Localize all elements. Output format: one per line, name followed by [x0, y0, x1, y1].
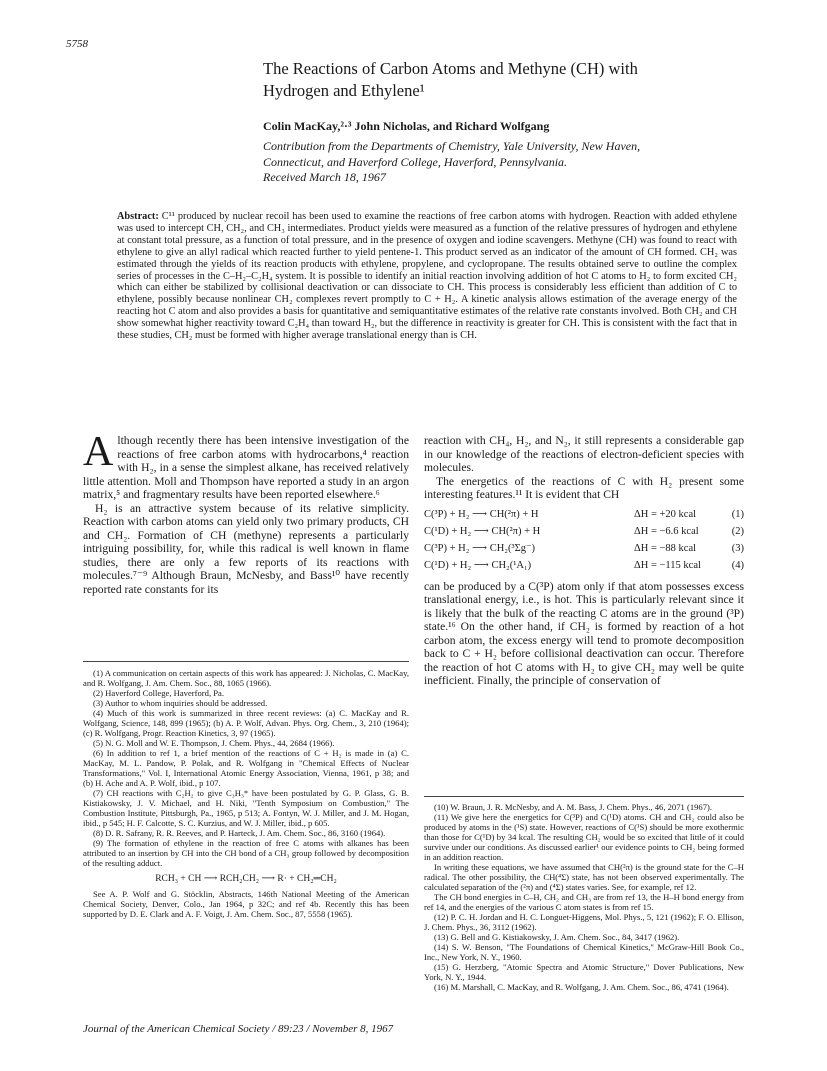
equation — [424, 557, 744, 574]
authors: Colin MacKay,²·³ John Nicholas, and Richard Wolfgang — [263, 119, 550, 133]
footnote: (14) S. W. Benson, "The Foundations of Chemical Kinetics," McGraw-Hill Book Co., Inc., New York, N. Y., 1960. — [424, 942, 744, 962]
equation-block — [424, 506, 744, 574]
affiliation-line: Contribution from the Departments of Chemistry, Yale University, New Haven, — [263, 139, 641, 153]
footnote: (15) G. Herzberg, "Atomic Spectra and Atomic Structure," Dover Publications, New York, N. Y., 1944. — [424, 962, 744, 982]
equation-enthalpy: ΔH = +20 kcal — [634, 508, 697, 520]
footnote: (12) P. C. H. Jordan and H. C. Longuet-Higgens, Mol. Phys., 5, 121 (1962); F. O. Ellison, J. Chem. Phys., 36, 3112 (1962). — [424, 912, 744, 932]
article-title — [263, 58, 733, 102]
footnote: (9) The formation of ethylene in the reaction of free C atoms with alkanes has been attributed to an insertion by CH into the CH bond of a CH₃ group followed by decomposition of the resulting adduct. — [83, 838, 409, 868]
footnotes-right — [424, 802, 744, 992]
equation-number: (4) — [731, 559, 744, 571]
equation — [424, 523, 744, 540]
footnotes-left — [83, 668, 409, 919]
footnote: (7) CH reactions with C₂H₂ to give C₃H₃* have been postulated by G. P. Glass, G. B. Kistiakowsky, J. V. Michael, and H. Niki, "Tenth Symposium on Combustion," The Combustion Institute, Pittsburgh, Pa., 1965, p 513; A. Fontyn, W. J. Miller, and J. M. Hogan, ibid., p 545; H. F. Calcotte, S. C. Kurzius, and W. J. Miller, ibid., p 605. — [83, 788, 409, 828]
paragraph-text: lthough recently there has been intensive investigation of the reactions of free carbon atoms with hydrocarbons,⁴ reaction with H₂, in a sense the simplest alkane, has received relatively little attention. Moll and Thompson have reported a study in an argon matrix,⁵ and fragmentary results have been reported elsewhere.⁶ — [83, 434, 409, 501]
equation-reaction: C(³P) + H₂ ⟶ CH(²π) + H — [424, 508, 539, 520]
abstract — [117, 211, 737, 342]
paragraph: can be produced by a C(³P) atom only if that atom possesses excess translational energy, i.e., is hot. This is particularly relevant since it is likely that the bulk of the reacting C atoms are in the ground (³P) state.¹⁶ On the other hand, if CH₂ is formed by reaction of a hot carbon atom, the excess energy will tend to promote decomposition back to C + H₂ before collisional deactivation can occur. Therefore the reaction of hot C atoms with H₂ to give CH₂ may well be quite inefficient. Finally, the principle of conservation of — [424, 579, 744, 687]
footnote: (5) N. G. Moll and W. E. Thompson, J. Chem. Phys., 44, 2684 (1966). — [93, 738, 335, 748]
equation-reaction: C(¹D) + H₂ ⟶ CH(²π) + H — [424, 525, 541, 537]
footnote: (1) A communication on certain aspects of this work has appeared: J. Nicholas, C. MacKay, and R. Wolfgang, J. Am. Chem. Soc., 88, 1065 (1966). — [83, 668, 409, 688]
equation-reaction: C(¹D) + H₂ ⟶ CH₂(¹A₁) — [424, 559, 532, 571]
paragraph: The energetics of the reactions of C with H₂ present some interesting features.¹¹ It is evident that CH — [424, 474, 744, 501]
footnote: (6) In addition to ref 1, a brief mention of the reactions of C + H₂ is made in (a) C. MacKay, M. L. Pandow, P. Polak, and R. Wolfgang in "Chemical Effects of Nuclear Transformations," Vol. I, International Atomic Energy Association, Vienna, 1961, p 38; and (b) H. Ache and A. P. Wolf, ibid., p 107. — [83, 748, 409, 788]
footnote: (8) D. R. Safrany, R. R. Reeves, and P. Harteck, J. Am. Chem. Soc., 86, 3160 (1964). — [93, 828, 386, 838]
equation-reaction: C(³P) + H₂ ⟶ CH₂(³Σg⁻) — [424, 542, 535, 554]
footnote-rule — [424, 796, 744, 797]
journal-footer: Journal of the American Chemical Society / 89:23 / November 8, 1967 — [83, 1023, 394, 1035]
footnote-rule — [83, 661, 409, 662]
footnote-equation: RCH₃ + CH ⟶ RCH₂CH₂ ⟶ R· + CH₂═CH₂ — [155, 874, 337, 884]
footnote: The CH bond energies in C–H, CH₂ and CH₃ are from ref 13, the H–H bond energy from ref 14, and the energies of the various C atom states is from ref 15. — [424, 892, 744, 912]
affiliation — [263, 139, 733, 186]
paragraph — [83, 429, 409, 502]
affiliation-line: Connecticut, and Haverford College, Haverford, Pennsylvania. — [263, 154, 568, 169]
body-column-left — [83, 429, 409, 596]
equation-number: (3) — [731, 542, 744, 554]
equation-enthalpy: ΔH = −88 kcal — [634, 542, 697, 554]
equation-enthalpy: ΔH = −6.6 kcal — [634, 525, 699, 537]
footnote: (2) Haverford College, Haverford, Pa. — [93, 688, 225, 698]
footnote: (3) Author to whom inquiries should be addressed. — [93, 698, 268, 708]
abstract-text: C¹¹ produced by nuclear recoil has been used to examine the reactions of free carbon atoms with hydrogen. Reaction with added ethylene was used to intercept CH, CH₂, and CH₃ intermediates. Product yields were measured as a function of the relative pressures of hydrogen and ethylene at constant total pressure, as a function of total pressure, and in the presence of oxygen and iodine scavengers. Methyne (CH) was found to react with ethylene to give an allyl radical which reacted further to yield pentene-1. This product served as an indicator of the amount of CH formed. CH₂ was estimated through the yields of its reaction products with ethylene, propylene, and cyclopropane. The results obtained serve to outline the complex series of processes in the C–H₂–C₂H₄ system. It is possible to identify an initial reaction involving addition of hot C atoms to H₂ to form excited CH₂ which can either be stabilized by collisional deactivation or can dissociate to CH. This process is considerably less efficient than addition of C to ethylene, possibly because nonlinear CH₂ complexes revert promptly to C + H₂. A kinetic analysis allows estimation of the average energy of the reacting hot C atom and also provides a basis for quantitative and semiquantitative estimates of the relative rate constants involved. Both CH₂ and CH show somewhat higher reactivity toward C₂H₄ than toward H₂, but the difference in reactivity is greater for CH. This is consistent with the fact that in these studies, CH₂ must be formed with higher average translational energy than is CH. — [117, 211, 737, 342]
page-number: 5758 — [66, 38, 88, 50]
footnote: (10) W. Braun, J. R. McNesby, and A. M. Bass, J. Chem. Phys., 46, 2071 (1967). — [434, 802, 713, 812]
footnote: (4) Much of this work is summarized in three recent reviews: (a) C. MacKay and R. Wolfgang, Science, 148, 899 (1965); (b) A. P. Wolf, Advan. Phys. Org. Chem., 3, 210 (1964); (c) R. Wolfgang, Progr. Reaction Kinetics, 3, 97 (1965). — [83, 708, 409, 738]
abstract-label: Abstract: — [117, 211, 159, 222]
equation-number: (2) — [731, 525, 744, 537]
equation-enthalpy: ΔH = −115 kcal — [634, 559, 701, 571]
body-column-right — [424, 434, 744, 688]
paragraph: H₂ is an attractive system because of its relative simplicity. Reaction with carbon atoms can yield only two primary products, CH and CH₂. Formation of CH (methyne) represents a particularly intriguing possibility, for, while this radical is well known in flame studies, there are only a few reports of its reactions with molecules.⁷⁻⁹ Although Braun, McNesby, and Bass¹⁰ have recently reported rate constants for its — [83, 501, 409, 596]
paragraph: reaction with CH₄, H₂, and N₂, it still represents a considerable gap in our knowledge of the reactions of electron-deficient species with molecules. — [424, 434, 744, 474]
footnote: (11) We give here the energetics for C(³P) and C(¹D) atoms. CH and CH₂ could also be produced by atoms in the (¹S) state. However, reactions of C(¹S) should be more exothermic than those for C(¹D) by 34 kcal. The resulting CH₂ would be so excited that little of it could survive under our conditions. As discussed earlier¹ our evidence points to CH₂ being formed in an addition reaction. — [424, 812, 744, 862]
footnote: In writing these equations, we have assumed that CH(²π) is the ground state for the C–H radical. The other possibility, the CH(⁴Σ) state, has not been observed experimentally. The calculated separation of the (²π) and (⁴Σ) states varies. See, for example, ref 12. — [424, 862, 744, 892]
title-line: The Reactions of Carbon Atoms and Methyne (CH) with — [263, 59, 638, 78]
footnote: (13) G. Bell and G. Kistiakowsky, J. Am. Chem. Soc., 84, 3417 (1962). — [434, 932, 680, 942]
footnote-continuation: See A. P. Wolf and G. Stöcklin, Abstracts, 146th National Meeting of the American Chemical Society, Denver, Colo., Jan 1964, p 32C; and ref 4b. Recently this has been supported by D. E. Clark and A. F. Voigt, J. Am. Chem. Soc., 87, 5558 (1965). — [83, 889, 409, 919]
received-date: Received March 18, 1967 — [263, 170, 386, 184]
title-line: Hydrogen and Ethylene¹ — [263, 81, 425, 100]
footnote: (16) M. Marshall, C. MacKay, and R. Wolfgang, J. Am. Chem. Soc., 86, 4741 (1964). — [434, 982, 729, 992]
equation — [424, 540, 744, 557]
drop-cap: A — [83, 429, 114, 475]
equation-number: (1) — [731, 508, 744, 520]
equation — [424, 506, 744, 523]
